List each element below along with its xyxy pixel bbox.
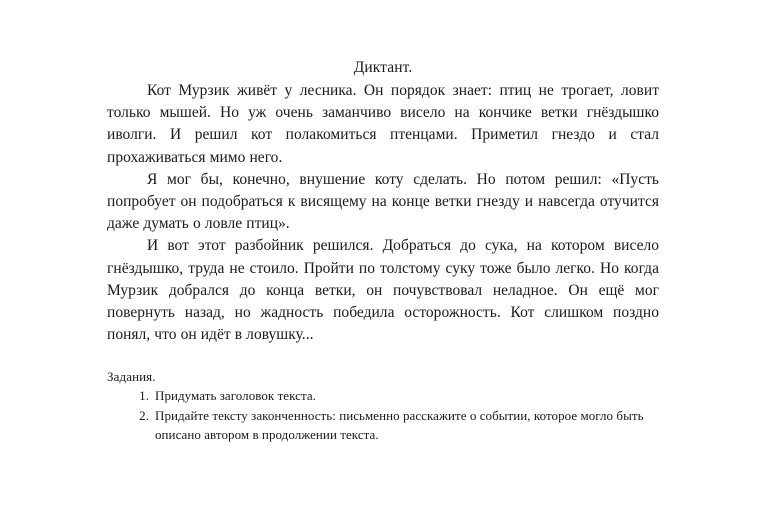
task-text-1: Придумать заголовок текста.	[155, 388, 316, 404]
task-item-2	[107, 406, 659, 445]
task-number-2: 2.	[139, 407, 149, 423]
task-number-1: 1.	[139, 388, 149, 404]
tasks-list	[107, 386, 659, 445]
task-item-1	[107, 386, 659, 406]
document-content	[107, 57, 659, 445]
tasks-heading: Задания.	[107, 369, 156, 385]
task-text-2: Придайте тексту законченность: письменно расскажите о событии, которое могло быть описано автором в продолжении текста.	[155, 407, 644, 443]
tasks-section	[107, 367, 659, 445]
dictation-paragraph-2: Я мог бы, конечно, внушение коту сделать. Но потом решил: «Пусть попробует он подобраться к висящему на конце ветки гнезду и навсегда отучится даже думать о ловле птиц».	[107, 170, 659, 233]
dictation-paragraph-1: Кот Мурзик живёт у лесника. Он порядок знает: птиц не трогает, ловит только мышей. Но уж очень заманчиво висело на кончике ветки гнёздышко иволги. И решил кот полакомиться птенцами. Приметил гнездо и стал прохаживаться мимо него.	[107, 82, 659, 166]
dictation-paragraph-3: И вот этот разбойник решился. Добраться до сука, на котором висело гнёздышко, труда не стоило. Пройти по толстому суку тоже было легко. Но когда Мурзик добрался до конца ветки, он почувствовал неладное. Он ещё мог повернуть назад, но жадность победила осторожность. Кот слишком поздно понял, что он идёт в ловушку...	[107, 237, 659, 344]
document-title: Диктант.	[353, 59, 413, 76]
